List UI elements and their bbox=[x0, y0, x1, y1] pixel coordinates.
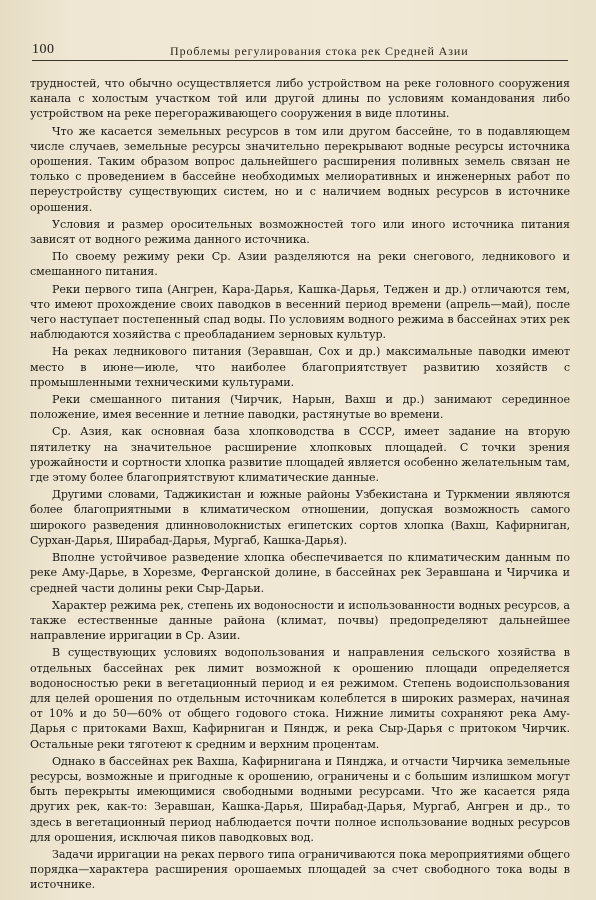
paragraph-4: По своему режиму реки Ср. Азии разделяются на реки снегового, ледникового и смешанного питания. bbox=[30, 250, 570, 279]
paragraph-6: На реках ледникового питания (Зеравшан, Сох и др.) максимальные паводки имеют место в июне—июле, что наиболее благоприятствует развитию хозяйств с промышленными техническими культурами. bbox=[30, 345, 570, 389]
paragraph-3: Условия и размер оросительных возможностей того или иного источника питания зависят от водного режима данного источника. bbox=[30, 217, 570, 247]
page-number: 100 bbox=[32, 42, 55, 57]
paragraph-1: трудностей, что обычно осуществляется либо устройством на реке головного сооружения канала с холостым участком той или другой длины по условиям командования либо устройством на реке перегораживающего сооружения в виде плотины. bbox=[30, 77, 570, 121]
paragraph-14: Задачи ирригации на реках первого типа ограничиваются пока мероприятиями общего порядка—характера расширения орошаемых площадей за счет свободного тока воды в источнике. bbox=[30, 847, 570, 892]
paragraph-9: Другими словами, Таджикистан и южные районы Узбекистана и Туркмении являются более благоприятными в климатическом отношении, допуская возможность самого широкого разведения длинноволокнистых египетских сортов хлопка (Вахш, Кафирниган, Сурхан-Дарья, Ширабад-Дарья, Мургаб, Кашка-Дарья). bbox=[30, 488, 570, 547]
paragraph-7: Реки смешанного питания (Чирчик, Нарын, Вахш и др.) занимают серединное положение, имея весенние и летние паводки, растянутые во времени. bbox=[30, 393, 570, 422]
paragraph-2: Что же касается земельных ресурсов в том или другом бассейне, то в подавляющем числе случаев, земельные ресурсы значительно перекрывают водные ресурсы источника орошения. Таким образом вопрос дальнейшего расширения поливных земель связан не только с проведением в бассейне необходимых мелиоративных и инженерных работ по переустройству существующих систем, но и с наличием водных ресурсов в источнике орошения. bbox=[30, 124, 570, 214]
running-title: Проблемы регулирования стока рек Средней Азии bbox=[170, 44, 469, 58]
paragraph-11: Характер режима рек, степень их водоносности и использованности водных ресурсов, а также естественные данные района (климат, почвы) предопределяют дальнейшее направление ирригации в Ср. Азии. bbox=[30, 598, 570, 643]
paragraph-12: В существующих условиях водопользования и направления сельского хозяйства в отдельных бассейнах рек лимит возможной к орошению площади определяется водоносностью реки в вегетационный период и ея режимом. Степень водоиспользования для целей орошения по отдельным источникам колеблется в широких размерах, начиная от 10% и до 50—60% от общего годового стока. Нижние лимиты сохраняют река Аму-Дарья с притоками Вахш, Кафирниган и Пяндж, и река Сыр-Дарья с притоком Чирчик. Остальные реки тяготеют к средним и верхним процентам. bbox=[30, 646, 570, 751]
page-header bbox=[32, 40, 568, 61]
body-text bbox=[30, 76, 570, 895]
paragraph-5: Реки первого типа (Ангрен, Кара-Дарья, Кашка-Дарья, Теджен и др.) отличаются тем, что имеют прохождение своих паводков в весенний период времени (апрель—май), после чего наступает постепенный спад воды. По условиям водного режима в бассейнах этих рек наблюдаются хозяйства с преобладанием зерновых культур. bbox=[30, 282, 570, 342]
paragraph-10: Вполне устойчивое разведение хлопка обеспечивается по климатическим данным по реке Аму-Дарье, в Хорезме, Ферганской долине, в бассейнах рек Зеравшана и Чирчика и средней части долины реки Сыр-Дарьи. bbox=[30, 551, 570, 595]
paragraph-13: Однако в бассейнах рек Вахша, Кафирнигана и Пянджа, и отчасти Чирчика земельные ресурсы, возможные и пригодные к орошению, ограничены и с большим излишком могут быть перекрыты имеющимися свободными водными ресурсами. Что же касается ряда других рек, как-то: Зеравшан, Кашка-Дарья, Ширабад-Дарья, Мургаб, Ангрен и др., то здесь в вегетационный период наблюдается почти полное использование водных ресурсов для орошения, исключая пиков паводковых вод. bbox=[30, 754, 570, 844]
paragraph-8: Ср. Азия, как основная база хлопководства в СССР, имеет задание на вторую пятилетку на значительное расширение хлопковых площадей. С точки зрения урожайности и сортности хлопка развитие площадей является особенно желательным там, где этому более благоприятствуют климатические данные. bbox=[30, 425, 571, 485]
